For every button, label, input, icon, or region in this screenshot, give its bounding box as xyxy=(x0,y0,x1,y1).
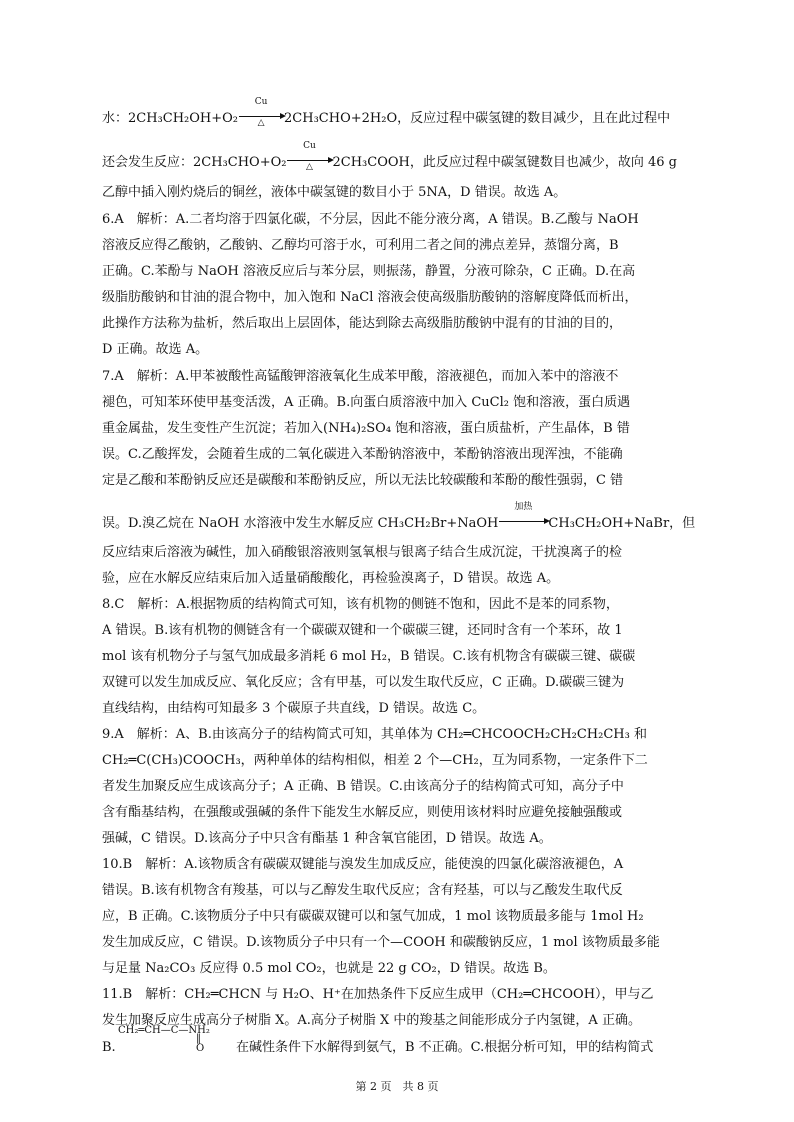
text-line: 者发生加聚反应生成该高分子；A 正确、B 错误。C.由该高分子的结构简式可知，高分子中 xyxy=(102,779,624,794)
text-line: 7.A 解析：A.甲苯被酸性高锰酸钾溶液氧化生成苯甲酸，溶液褪色，而加入苯中的溶液不 xyxy=(102,369,619,384)
equation-left: 误。D.溴乙烷在 NaOH 水溶液中发生水解反应 CH₃CH₂Br+NaOH xyxy=(102,516,499,531)
equation-right: 2CH₃CHO+2H₂O，反应过程中碳氢键的数目减少，且在此过程中 xyxy=(284,111,671,126)
text-line: 6.A 解析：A.二者均溶于四氯化碳，不分层，因此不能分液分离，A 错误。B.乙酸与 NaOH xyxy=(102,212,639,227)
text-line xyxy=(102,97,692,128)
page-number: 第 2 页 共 8 页 xyxy=(355,1080,439,1093)
text-line: 9.A 解析：A、B.由该高分子的结构简式可知，其单体为 CH₂═CHCOOCH₂CH₂CH₂CH₃ 和 xyxy=(102,727,647,742)
text-line: 双键可以发生加成反应、氧化反应；含有甲基，可以发生取代反应，C 正确。D.碳碳三键为 xyxy=(102,675,625,690)
text-line: 在碱性条件下水解得到氨气，B 不正确。C.根据分析可知，甲的结构简式 xyxy=(236,1040,654,1055)
text-line: A 错误。B.该有机物的侧链含有一个碳碳双键和一个碳碳三键，还同时含有一个苯环，故 1 xyxy=(102,623,623,638)
condition-label: 加热 xyxy=(514,502,533,512)
text-line: 级脂肪酸钠和甘油的混合物中，加入饱和 NaCl 溶液会使高级脂肪酸钠的溶解度降低而析出， xyxy=(102,290,638,305)
text-line: 直线结构，由结构可知最多 3 个碳原子共直线，D 错误。故选 C。 xyxy=(102,701,486,716)
equation-right: CH₃CH₂OH+NaBr，但 xyxy=(548,516,696,531)
oxygen-atom: O xyxy=(196,1043,205,1054)
double-bond-symbol: ‖ xyxy=(196,1033,201,1044)
text-line: 误。C.乙酸挥发，会随着生成的二氧化碳进入苯酚钠溶液中，苯酚钠溶液出现浑浊，不能确 xyxy=(102,447,623,462)
text-line: 反应结束后溶液为碱性，加入硝酸银溶液则氢氧根与银离子结合生成沉淀，干扰溴离子的检 xyxy=(102,545,623,560)
text-line: 10.B 解析：A.该物质含有碳碳双键能与溴发生加成反应，能使溴的四氯化碳溶液褪色，A xyxy=(102,857,624,872)
text-line: 含有酯基结构，在强酸或强碱的条件下能发生水解反应，则使用该材料时应避免接触强酸或 xyxy=(102,805,623,820)
heat-symbol: △ xyxy=(257,118,265,128)
text-line: mol 该有机物分子与氢气加成最多消耗 6 mol H₂，B 错误。C.该有机物含有碳碳三键、碳碳 xyxy=(102,649,636,664)
formula-chain: CH₂═CH—C—NH₂ xyxy=(118,1025,210,1036)
text-line: 11.B 解析：CH₂═CHCN 与 H₂O、H⁺在加热条件下反应生成甲（CH₂═CHCOOH），甲与乙 xyxy=(102,987,654,1002)
catalyst-label: Cu xyxy=(303,141,316,151)
equation-left: 还会发生反应：2CH₃CHO+O₂ xyxy=(102,155,287,170)
text-line: 溶液反应得乙酸钠，乙酸钠、乙醇均可溶于水，可利用二者之间的沸点差异，蒸馏分离，B xyxy=(102,238,619,253)
reaction-arrow xyxy=(499,502,547,529)
text-line: 定是乙酸和苯酚钠反应还是碳酸和苯酚钠反应，所以无法比较碳酸和苯酚的酸性强弱，C 错 xyxy=(102,473,624,488)
text-line: 正确。C.苯酚与 NaOH 溶液反应后与苯分层，则振荡，静置，分液可除杂，C 正确。D.在高 xyxy=(102,264,636,279)
text-line xyxy=(102,141,692,172)
text-line: 重金属盐，发生变性产生沉淀；若加入(NH₄)₂SO₄ 饱和溶液，蛋白质盐析，产生晶体，B 错 xyxy=(102,421,630,436)
text-line: 发生加成反应，C 错误。D.该物质分子中只有一个—COOH 和碳酸钠反应，1 mol 该物质最多能 xyxy=(102,935,660,950)
text-line: 8.C 解析：A.根据物质的结构简式可知，该有机物的侧链不饱和，因此不是苯的同系物， xyxy=(102,597,619,612)
text-line: 与足量 Na₂CO₃ 反应得 0.5 mol CO₂，也就是 22 g CO₂，D 错误。故选 B。 xyxy=(102,961,556,976)
text-line: 发生加聚反应生成高分子树脂 X。A.高分子树脂 X 中的羧基之间能形成分子内氢键，A 正确。 xyxy=(102,1013,641,1028)
text-line xyxy=(102,502,696,532)
text-line: B. xyxy=(102,1040,116,1055)
text-line: 强碱，C 错误。D.该高分子中只含有酯基 1 种含氧官能团，D 错误。故选 A。 xyxy=(102,831,552,846)
text-line: D 正确。故选 A。 xyxy=(102,342,209,357)
text-line: 褪色，可知苯环使甲基变活泼，A 正确。B.向蛋白质溶液中加入 CuCl₂ 饱和溶液，蛋白质遇 xyxy=(102,395,631,410)
text-line: 错误。B.该有机物含有羧基，可以与乙醇发生取代反应；含有羟基，可以与乙酸发生取代反 xyxy=(102,883,623,898)
reaction-arrow xyxy=(239,97,283,128)
text-line: 此操作方法称为盐析，然后取出上层固体，能达到除去高级脂肪酸钠中混有的甘油的目的， xyxy=(102,316,623,331)
text-line: CH₂═C(CH₃)COOCH₃，两种单体的结构相似，相差 2 个—CH₂，互为同系物，一定条件下二 xyxy=(102,753,648,768)
text-line: 乙醇中插入刚灼烧后的铜丝，液体中碳氢键的数目小于 5NA，D 错误。故选 A。 xyxy=(102,185,567,200)
heat-symbol: △ xyxy=(306,162,313,172)
reaction-arrow xyxy=(287,141,331,172)
text-line: 应，B 正确。C.该物质分子中只有碳碳双键可以和氢气加成，1 mol 该物质最多能与 1mol H₂ xyxy=(102,909,644,924)
equation-right: 2CH₃COOH，此反应过程中碳氢键数目也减少，故向 46 g xyxy=(332,155,677,170)
equation-left: 水：2CH₃CH₂OH+O₂ xyxy=(102,111,239,126)
catalyst-label: Cu xyxy=(254,97,268,107)
text-line: 验，应在水解反应结束后加入适量硝酸酸化，再检验溴离子，D 错误。故选 A。 xyxy=(102,571,560,586)
